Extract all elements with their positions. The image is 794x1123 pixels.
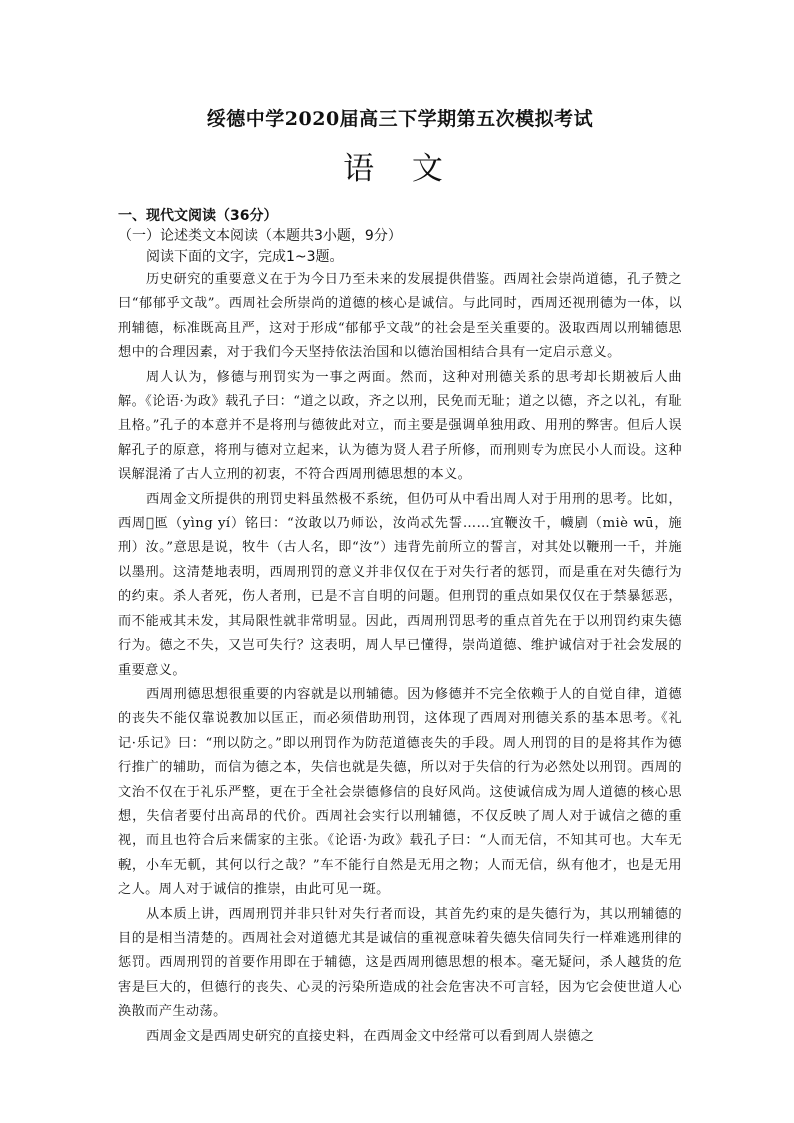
passage-paragraph-4: 西周刑德思想很重要的内容就是以刑辅德。因为修德并不完全依赖于人的自觉自律，道德的丧失不能仅靠说教加以匡正，而必须借助刑罚，这体现了西周对刑德关系的基本思考。《礼记·乐记》曰：“刑以防之。”即以刑罚作为防范道德丧失的手段。周人刑罚的目的是将其作为德行推广的辅助，而信为德之本，失信也就是失德，所以对于失信的行为必然处以刑罚。西周的文治不仅在于礼乐严整，更在于全社会崇德修信的良好风尚。这使诚信成为周人道德的核心思想，失信者要付出高昂的代价。西周社会实行以刑辅德，不仅反映了周人对于诚信之德的重视，而且也符合后来儒家的主张。《论语·为政》载孔子曰：“人而无信，不知其可也。大车无輗，小车无軏，其何以行之哉？”车不能行自然是无用之物；人而无信，纵有他才，也是无用之人。周人对于诚信的推崇，由此可见一斑。 — [118, 686, 682, 898]
passage-paragraph-1: 历史研究的重要意义在于为今日乃至未来的发展提供借鉴。西周社会崇尚道德，孔子赞之曰“郁郁乎文哉”。西周社会所崇尚的道德的核心是诚信。与此同时，西周还视刑德为一体，以刑辅德，标准既高且严，这对于形成“郁郁乎文哉”的社会是至关重要的。汲取西周以刑辅德思想中的合理因素，对于我们今天坚持依法治国和以德治国相结合具有一定启示意义。 — [118, 272, 682, 361]
passage-paragraph-2: 周人认为，修德与刑罚实为一事之两面。然而，这种对刑德关系的思考却长期被后人曲解。《论语·为政》载孔子曰：“道之以政，齐之以刑，民免而无耻；道之以德，齐之以礼，有耻且格。”孔子的本意并不是将刑与德彼此对立，而主要是强调单独用政、用刑的弊害。但后人误解孔子的原意，将刑与德对立起来，认为德为贤人君子所修，而刑则专为庶民小人而设。这种误解混淆了古人立刑的初衷，不符合西周刑德思想的本义。 — [118, 369, 682, 483]
section-heading: 一、现代文阅读（36分） — [118, 208, 278, 224]
reading-instruction: 阅读下面的文字，完成1~3题。 — [146, 249, 344, 265]
reading-passage — [118, 268, 682, 1049]
subject-title: 语 文 — [343, 151, 457, 187]
passage-paragraph-5: 从本质上讲，西周刑罚并非只针对失行者而设，其首先约束的是失德行为，其以刑辅德的目的是相当清楚的。西周社会对道德尤其是诚信的重视意味着失德失信同失行一样难逃刑律的惩罚。西周刑罚的首要作用即在于辅德，这是西周刑德思想的根本。毫无疑问，杀人越货的危害是巨大的，但德行的丧失、心灵的污染所造成的社会危害决不可言轻，因为它会使世道人心涣散而产生动荡。 — [118, 906, 682, 1020]
exam-title: 绥德中学2020届高三下学期第五次模拟考试 — [206, 108, 594, 130]
subsection-heading: （一）论述类文本阅读（本题共3小题，9分） — [118, 228, 402, 244]
passage-paragraph-3: 西周金文所提供的刑罚史料虽然极不系统，但仍可从中看出周人对于用刑的思考。比如，西周𠑇匜（yìng yí）铭曰：“汝敢以乃师讼，汝尚忒先誓……宜鞭汝千，幭剭（miè wū，施刑）汝。”意思是说，牧牛（古人名，即“汝”）违背先前所立的誓言，对其处以鞭刑一千，并施以墨刑。这清楚地表明，西周刑罚的意义并非仅仅在于对失行者的惩罚，而是重在对失德行为的约束。杀人者死，伤人者刑，已是不言自明的问题。但刑罚的重点如果仅仅在于禁暴惩恶，而不能戒其未发，其局限性就非常明显。因此，西周刑罚思考的重点首先在于以刑罚约束失德行为。德之不失，又岂可失行？这表明，周人早已懂得，崇尚道德、维护诚信对于社会发展的重要意义。 — [118, 491, 682, 678]
passage-paragraph-6: 西周金文是西周史研究的直接史料，在西周金文中经常可以看到周人崇德之 — [146, 1028, 595, 1044]
